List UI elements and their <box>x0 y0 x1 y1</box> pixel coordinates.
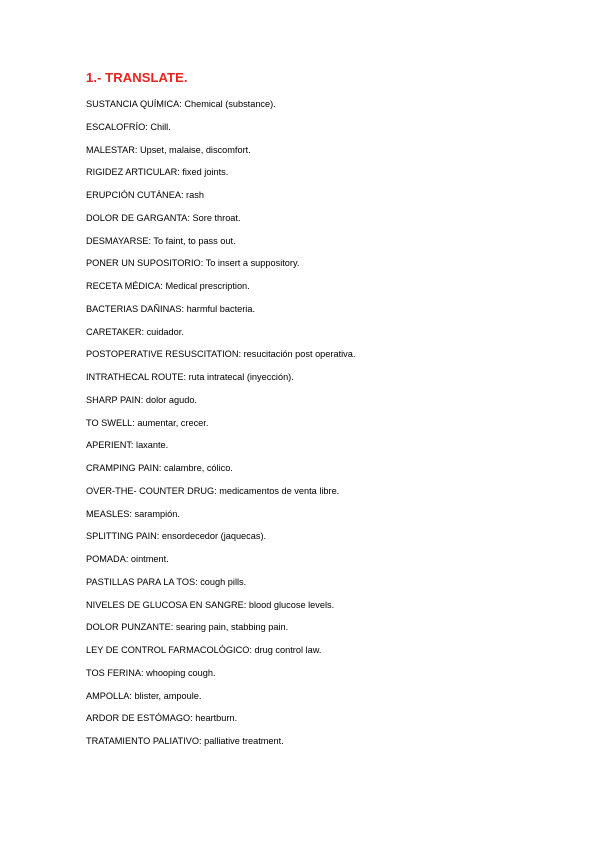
vocabulary-entry: CRAMPING PAIN: calambre, cólico. <box>86 463 233 473</box>
vocabulary-entry: PONER UN SUPOSITORIO: To insert a suppository. <box>86 258 300 269</box>
vocabulary-entry: TOS FERINA: whooping cough. <box>86 667 216 678</box>
vocabulary-entry: POSTOPERATIVE RESUSCITATION: resucitación post operativa. <box>86 349 356 360</box>
vocabulary-entry: ERUPCIÓN CUTÁNEA: rash <box>86 190 204 200</box>
vocabulary-list <box>86 97 355 757</box>
vocabulary-entry: MALESTAR: Upset, malaise, discomfort. <box>86 144 251 155</box>
vocabulary-entry: BACTERIAS DAÑINAS: harmful bacteria. <box>86 303 255 314</box>
vocabulary-entry: ARDOR DE ESTÓMAGO: heartburn. <box>86 713 238 724</box>
vocabulary-entry: RECETA MÉDICA: Medical prescription. <box>86 281 250 291</box>
vocabulary-entry: CARETAKER: cuidador. <box>86 326 184 337</box>
vocabulary-entry: MEASLES: sarampión. <box>86 508 180 519</box>
vocabulary-entry: TO SWELL: aumentar, crecer. <box>86 417 209 428</box>
vocabulary-entry: INTRATHECAL ROUTE: ruta intratecal (inyección). <box>86 372 294 382</box>
vocabulary-entry: SPLITTING PAIN: ensordecedor (jaquecas). <box>86 531 267 542</box>
vocabulary-entry: SHARP PAIN: dolor agudo. <box>86 394 197 405</box>
vocabulary-entry: POMADA: ointment. <box>86 554 169 564</box>
vocabulary-entry: NIVELES DE GLUCOSA EN SANGRE: blood glucose levels. <box>86 599 335 610</box>
section-heading: 1.- TRANSLATE. <box>86 70 188 85</box>
vocabulary-entry: LEY DE CONTROL FARMACOLÓGICO: drug control law. <box>86 645 322 655</box>
vocabulary-entry: PASTILLAS PARA LA TOS: cough pills. <box>86 576 247 587</box>
vocabulary-entry: DOLOR PUNZANTE: searing pain, stabbing pain. <box>86 622 289 633</box>
vocabulary-entry: AMPOLLA: blister, ampoule. <box>86 690 202 701</box>
vocabulary-entry: OVER-THE- COUNTER DRUG: medicamentos de venta libre. <box>86 485 340 496</box>
vocabulary-entry: TRATAMIENTO PALIATIVO: palliative treatment. <box>86 736 284 746</box>
vocabulary-entry: APERIENT: laxante. <box>86 440 169 451</box>
vocabulary-entry: RIGIDEZ ARTICULAR: fixed joints. <box>86 167 229 178</box>
vocabulary-entry: ESCALOFRÍO: Chill. <box>86 121 171 132</box>
vocabulary-entry: DOLOR DE GARGANTA: Sore throat. <box>86 212 241 223</box>
vocabulary-entry: SUSTANCIA QUÍMICA: Chemical (substance). <box>86 99 276 109</box>
vocabulary-entry: DESMAYARSE: To faint, to pass out. <box>86 235 236 246</box>
